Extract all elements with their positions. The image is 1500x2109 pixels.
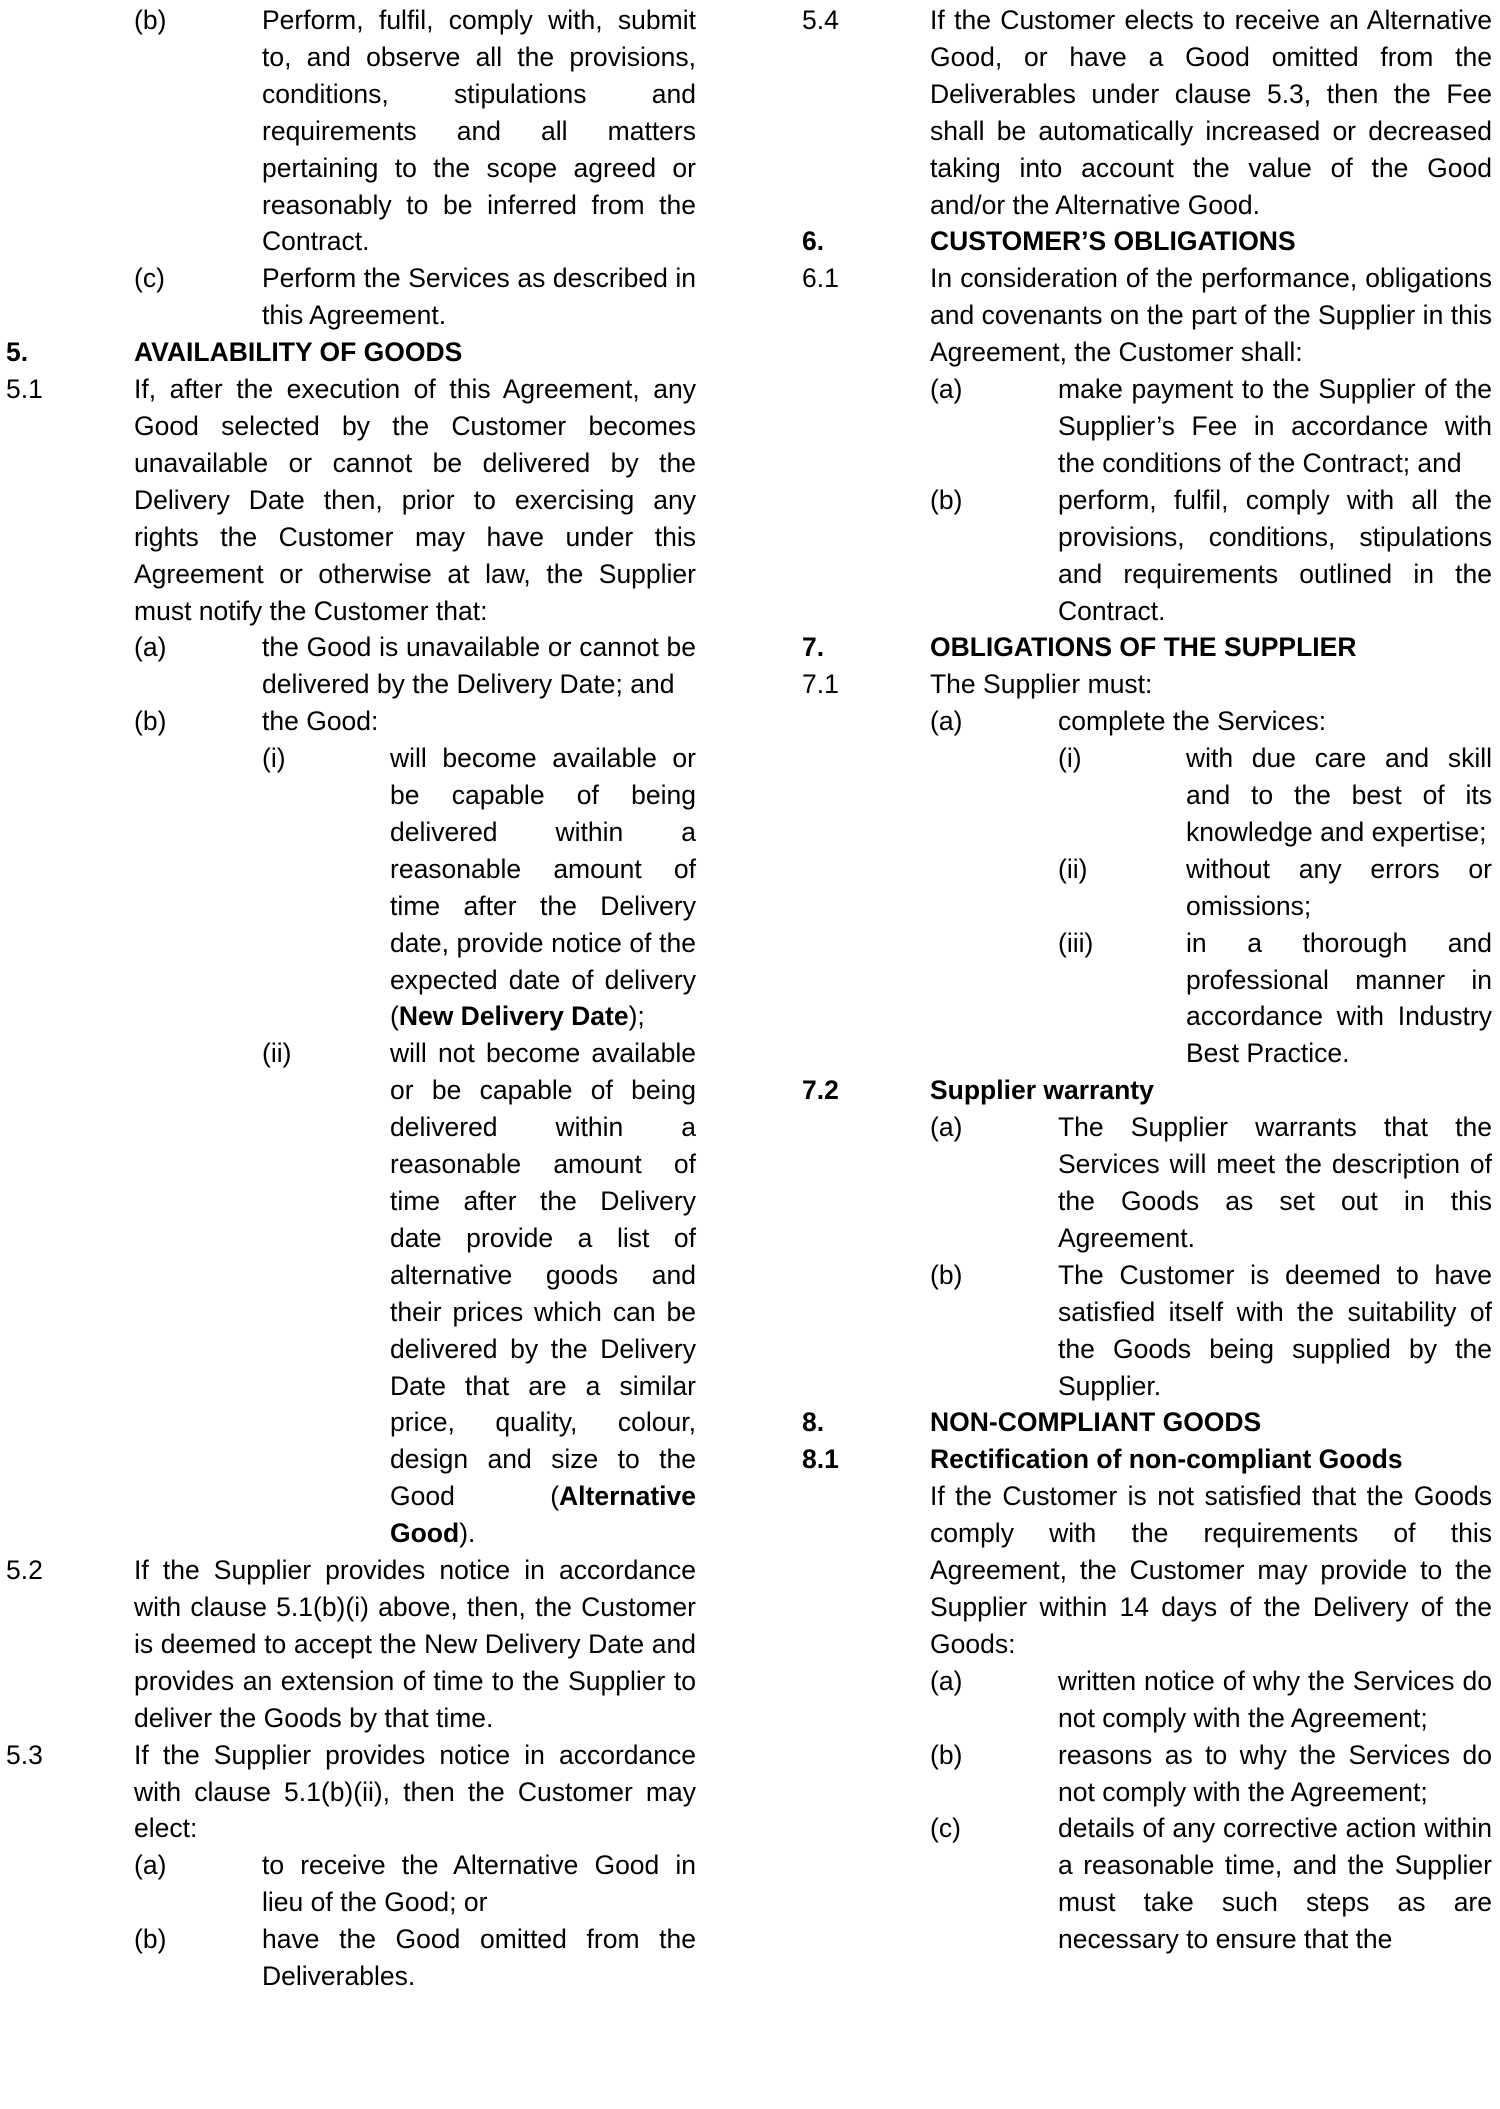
clause-item (802, 1257, 1492, 1405)
clause-text-body: If, after the execution of this Agreement, any Good selected by the Customer becomes unavailable or cannot be delivered by the Delivery Date then, prior to exercising any rights the Customer may have under this Agreement or otherwise at law, the Supplier must notify the Customer that: (134, 374, 696, 626)
clause-number: 6. (802, 226, 825, 257)
clause-heading (802, 1072, 1492, 1109)
clause-number: (iii) (1058, 927, 1094, 958)
clause-number: (c) (134, 263, 165, 294)
clause-text (1058, 482, 1492, 630)
clause-text (262, 629, 696, 703)
clause-text (1058, 1737, 1492, 1811)
clause-number: (a) (134, 1850, 167, 1881)
clause-item (6, 629, 696, 703)
clause-item (6, 1921, 696, 1995)
clause-item (802, 925, 1492, 1073)
clause-text-body: NON-COMPLIANT GOODS (930, 1407, 1262, 1438)
clause-text (930, 666, 1492, 703)
clause-text-body: in a thorough and professional manner in accordance with Industry Best Practice. (1186, 927, 1492, 1069)
clause-text-body: OBLIGATIONS OF THE SUPPLIER (930, 632, 1357, 663)
clause-text-body: complete the Services: (1058, 706, 1327, 737)
clause-text (930, 629, 1492, 666)
clause-text-body: reasons as to why the Services do not comply with the Agreement; (1058, 1739, 1492, 1807)
clause-number: (c) (930, 1813, 961, 1844)
clause-item (802, 1478, 1492, 1663)
clause-number: (a) (930, 374, 963, 405)
clause-item (6, 740, 696, 1035)
clause-text (1058, 1663, 1492, 1737)
clause-number: (a) (930, 1665, 963, 1696)
clause-text-body: In consideration of the performance, obligations and covenants on the part of the Supplier in this Agreement, the Customer shall: (930, 263, 1492, 368)
clause-text-body: If the Supplier provides notice in accordance with clause 5.1(b)(ii), then the Customer may elect: (134, 1739, 696, 1844)
clause-number: 7. (802, 632, 825, 663)
clause-number: 5.1 (6, 374, 43, 405)
clause-number: (b) (134, 706, 167, 737)
clause-text-body: Perform, fulfil, comply with, submit to, and observe all the provisions, conditions, stipulations and requirements and all matters pertaining to the scope agreed or reasonably to be inferred from the Contract. (262, 5, 696, 257)
clause-item (6, 1737, 696, 1848)
clause-text (930, 1072, 1492, 1109)
clause-text (262, 1921, 696, 1995)
clause-text-body: AVAILABILITY OF GOODS (134, 337, 463, 368)
clause-number: (b) (930, 1739, 963, 1770)
clause-number: 8.1 (802, 1444, 839, 1475)
clause-item (6, 1552, 696, 1737)
clause-item (802, 703, 1492, 740)
clause-text (262, 2, 696, 260)
clause-text (930, 2, 1492, 223)
clause-text-body: If the Customer is not satisfied that the Goods comply with the requirements of this Agreement, the Customer may provide to the Supplier within 14 days of the Delivery of the Goods: (930, 1481, 1492, 1659)
clause-text (1186, 851, 1492, 925)
clause-item (802, 666, 1492, 703)
clause-text-body: Supplier warranty (930, 1075, 1154, 1106)
clause-text (390, 740, 696, 1035)
clause-text-body: make payment to the Supplier of the Supplier’s Fee in accordance with the conditions of the Contract; and (1058, 374, 1492, 478)
clause-text-body: the Good: (262, 706, 379, 737)
clause-number: (ii) (1058, 853, 1088, 884)
clause-text (1058, 1109, 1492, 1257)
clause-text (930, 1404, 1492, 1441)
clause-item (6, 2, 696, 260)
clause-heading (6, 334, 696, 371)
clause-text (1186, 925, 1492, 1073)
clause-number: 5.4 (802, 5, 839, 35)
clause-text-body: The Supplier must: (930, 669, 1153, 700)
clause-item (802, 1109, 1492, 1257)
clause-item (6, 260, 696, 334)
clause-text-body: with due care and skill and to the best of its knowledge and expertise; (1186, 743, 1492, 847)
clause-number: 5.2 (6, 1555, 43, 1586)
clause-text (930, 1478, 1492, 1663)
clause-text (1058, 1257, 1492, 1405)
clause-text (262, 260, 696, 334)
clause-text (1186, 740, 1492, 851)
clause-item (6, 1847, 696, 1921)
clause-text (262, 1847, 696, 1921)
defined-term: New Delivery Date (398, 1001, 629, 1032)
clause-item (802, 1737, 1492, 1811)
clause-text (134, 334, 696, 371)
clause-item (6, 371, 696, 629)
clause-text (1058, 703, 1492, 740)
clause-heading (802, 223, 1492, 260)
clause-text (1058, 1810, 1492, 1958)
clause-number: (i) (262, 743, 286, 774)
clause-text-body: will not become available or be capable of being delivered within a reasonable amount of time after the Delivery date provide a list of alternative goods and their prices which can be delivered by the Delivery Date that are a similar price, quality, colour, design and size to the Good ( (390, 1038, 696, 1512)
clause-text-tail: ); (628, 1001, 645, 1032)
clause-text-body: will become available or be capable of being delivered within a reasonable amount of time after the Delivery date, provide notice of the expected date of delivery ( (390, 743, 696, 1032)
clause-text (930, 1441, 1492, 1478)
clause-number: (a) (930, 1112, 963, 1143)
clause-text (930, 260, 1492, 371)
right-column (802, 2, 1492, 1958)
clause-number: 8. (802, 1407, 825, 1438)
clause-text-body: Rectification of non-compliant Goods (930, 1444, 1403, 1475)
clause-number: (i) (1058, 743, 1082, 774)
clause-number: 5.3 (6, 1739, 43, 1770)
clause-text-body: have the Good omitted from the Deliverables. (262, 1924, 696, 1992)
clause-text-body: to receive the Alternative Good in lieu of the Good; or (262, 1850, 696, 1918)
clause-number: 7.1 (802, 669, 839, 700)
clause-number: (b) (134, 1924, 167, 1955)
clause-text-body: If the Supplier provides notice in accordance with clause 5.1(b)(i) above, then, the Customer is deemed to accept the New Delivery Date and provides an extension of time to the Supplier to deliver the Goods by that time. (134, 1555, 696, 1733)
left-column (6, 2, 696, 1995)
clause-number: (a) (930, 706, 963, 737)
clause-item (802, 2, 1492, 223)
clause-item (802, 260, 1492, 371)
clause-text (134, 1552, 696, 1737)
clause-text-body: CUSTOMER’S OBLIGATIONS (930, 226, 1296, 257)
clause-heading (802, 1404, 1492, 1441)
clause-item (802, 1663, 1492, 1737)
clause-text (930, 223, 1492, 260)
clause-text-body: If the Customer elects to receive an Alternative Good, or have a Good omitted from the Deliverables under clause 5.3, then the Fee shall be automatically increased or decreased taking into account the value of the Good and/or the Alternative Good. (930, 5, 1492, 220)
clause-item (802, 1810, 1492, 1958)
clause-item (802, 482, 1492, 630)
clause-number: (b) (930, 1259, 963, 1290)
clause-text (262, 703, 696, 740)
clause-number: (b) (134, 5, 167, 35)
clause-text (134, 1737, 696, 1848)
clause-item (6, 1035, 696, 1552)
clause-item (802, 740, 1492, 851)
defined-term: Alternative Good (390, 1481, 696, 1549)
clause-heading (802, 1441, 1492, 1478)
clause-text (134, 371, 696, 629)
clause-number: 6.1 (802, 263, 839, 294)
clause-item (802, 851, 1492, 925)
clause-item (6, 703, 696, 740)
clause-text (390, 1035, 696, 1552)
clause-text-body: details of any corrective action within a reasonable time, and the Supplier must take such steps as are necessary to ensure that the (1058, 1813, 1492, 1955)
clause-text-body: written notice of why the Services do not comply with the Agreement; (1058, 1665, 1492, 1733)
clause-number: (a) (134, 632, 167, 663)
clause-text-body: Perform the Services as described in this Agreement. (262, 263, 696, 331)
clause-text (1058, 371, 1492, 482)
clause-heading (802, 629, 1492, 666)
clause-number: (b) (930, 484, 963, 515)
clause-text-tail: ). (459, 1518, 476, 1549)
clause-text-body: perform, fulfil, comply with all the provisions, conditions, stipulations and requirements outlined in the Contract. (1058, 484, 1492, 626)
clause-number: 7.2 (802, 1075, 839, 1106)
clause-number: 5. (6, 337, 29, 368)
clause-text-body: without any errors or omissions; (1186, 853, 1492, 921)
clause-item (802, 371, 1492, 482)
clause-text-body: The Supplier warrants that the Services will meet the description of the Goods as set out in this Agreement. (1058, 1112, 1492, 1253)
clause-text-body: the Good is unavailable or cannot be delivered by the Delivery Date; and (262, 632, 696, 700)
clause-number: (ii) (262, 1038, 292, 1069)
clause-text-body: The Customer is deemed to have satisfied itself with the suitability of the Goods being supplied by the Supplier. (1058, 1259, 1492, 1401)
